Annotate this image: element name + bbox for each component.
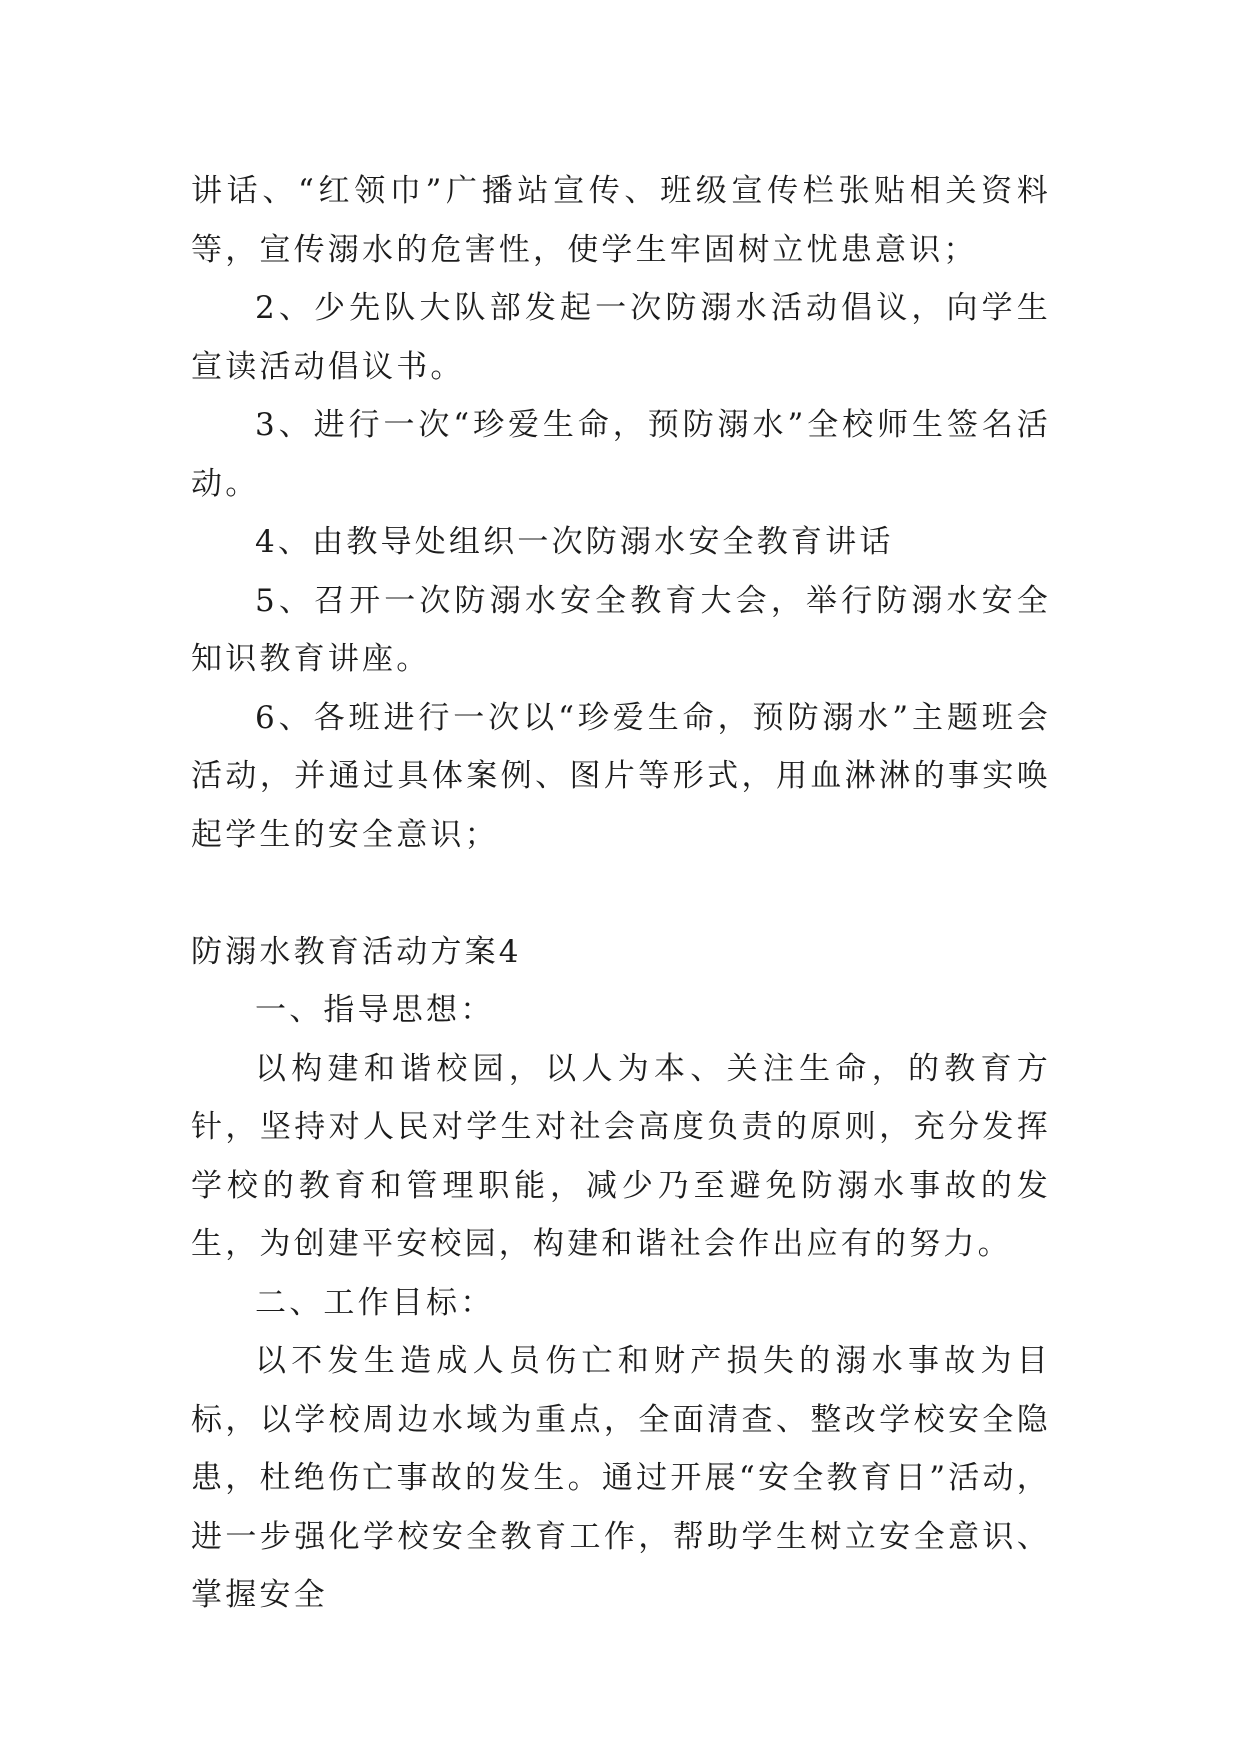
paragraph-guiding-thought: 以构建和谐校园，以人为本、关注生命，的教育方针，坚持对人民对学生对社会高度负责的原则，充分发挥学校的教育和管理职能，减少乃至避免防溺水事故的发生，为创建平安校园，构建和谐社会作出应有的努力。 [191,1050,1051,1262]
list-item: 4、由教导处组织一次防溺水安全教育讲话 [255,524,894,560]
paragraph-work-goal: 以不发生造成人员伤亡和财产损失的溺水事故为目标，以学校周边水域为重点，全面清查、整改学校安全隐患，杜绝伤亡事故的发生。通过开展“安全教育日”活动，进一步强化学校安全教育工作，帮助学生树立安全意识、掌握安全 [191,1343,1051,1613]
document-body [191,162,1051,1625]
list-item: 6、各班进行一次以“珍爱生命，预防溺水”主题班会活动，并通过具体案例、图片等形式，用血淋淋的事实唤起学生的安全意识； [191,699,1051,853]
list-item: 5、召开一次防溺水安全教育大会，举行防溺水安全知识教育讲座。 [191,582,1051,677]
continued-paragraph: 讲话、“红领巾”广播站宣传、班级宣传栏张贴相关资料等，宣传溺水的危害性，使学生牢固树立忧患意识； [191,173,1051,268]
list-item: 3、进行一次“珍爱生命，预防溺水”全校师生签名活动。 [191,407,1051,502]
list-item: 2、少先队大队部发起一次防溺水活动倡议，向学生宣读活动倡议书。 [191,290,1051,385]
section-gap [191,864,1051,923]
heading-guiding-thought: 一、指导思想： [255,992,495,1028]
heading-work-goal: 二、工作目标： [255,1284,495,1321]
section-title: 防溺水教育活动方案4 [191,933,522,970]
